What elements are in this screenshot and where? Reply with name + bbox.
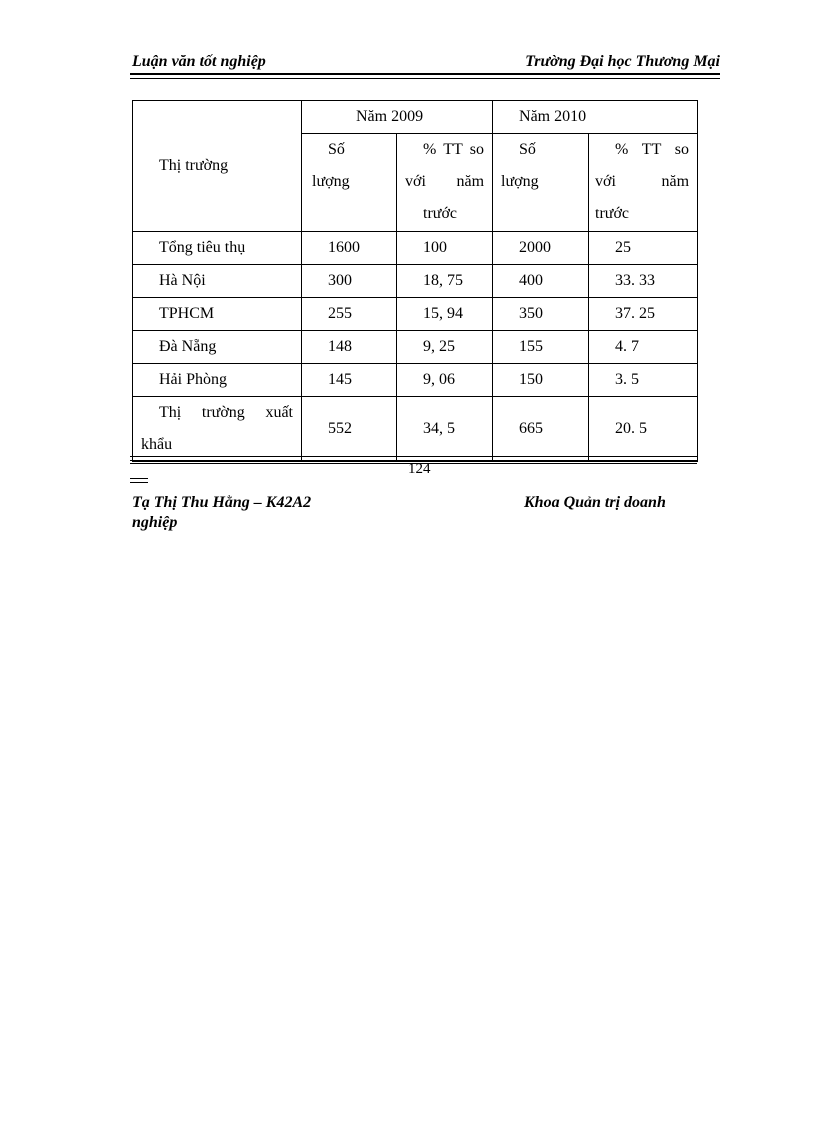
running-footer-wrap: nghiệp: [132, 514, 178, 531]
market-name-cell: TPHCM: [133, 298, 302, 331]
percent-2009-cell: 9, 25: [397, 331, 493, 364]
quantity-2009-cell: 1600: [302, 232, 397, 265]
quantity-2010-cell: 155: [493, 331, 589, 364]
running-footer-left: Tạ Thị Thu Hằng – K42A2: [132, 494, 312, 511]
percent-2010-cell: 25: [589, 232, 698, 265]
market-consumption-table: [132, 100, 698, 462]
running-header-left: Luận văn tốt nghiệp: [132, 53, 266, 70]
table-row: [133, 331, 698, 364]
percent-2010-cell: 4. 7: [589, 331, 698, 364]
running-header-right: Trường Đại học Thương Mại: [525, 53, 720, 70]
percent-growth-2010-header: % TT so với năm trước: [589, 134, 698, 232]
percent-2009-cell: 100: [397, 232, 493, 265]
quantity-2010-cell: 665: [493, 397, 589, 462]
table-row: [133, 232, 698, 265]
table-row: [133, 298, 698, 331]
percent-2009-cell: 34, 5: [397, 397, 493, 462]
table-row: [133, 397, 698, 462]
percent-2010-cell: 3. 5: [589, 364, 698, 397]
quantity-2010-cell: 150: [493, 364, 589, 397]
year-2010-header: Năm 2010: [493, 101, 698, 134]
quantity-2010-cell: 400: [493, 265, 589, 298]
table-row: [133, 265, 698, 298]
percent-growth-2009-header: % TT so với năm trước: [397, 134, 493, 232]
quantity-2009-header: Số lượng: [302, 134, 397, 232]
quantity-2010-cell: 350: [493, 298, 589, 331]
percent-2009-cell: 9, 06: [397, 364, 493, 397]
quantity-2009-cell: 255: [302, 298, 397, 331]
market-name-cell: Đà Nẵng: [133, 331, 302, 364]
running-footer-right: Khoa Quản trị doanh: [524, 494, 666, 511]
market-name-cell: Hải Phòng: [133, 364, 302, 397]
percent-2010-cell: 37. 25: [589, 298, 698, 331]
percent-2009-cell: 15, 94: [397, 298, 493, 331]
percent-2009-cell: 18, 75: [397, 265, 493, 298]
percent-2010-cell: 20. 5: [589, 397, 698, 462]
quantity-2009-cell: 552: [302, 397, 397, 462]
year-2009-header: Năm 2009: [302, 101, 493, 134]
market-name-cell: Tổng tiêu thụ: [133, 232, 302, 265]
market-column-header: Thị trường: [133, 101, 302, 232]
quantity-2010-cell: 2000: [493, 232, 589, 265]
table-header-row-years: [133, 101, 698, 134]
quantity-2010-header: Số lượng: [493, 134, 589, 232]
market-name-cell: Thị trường xuất khẩu: [133, 397, 302, 462]
quantity-2009-cell: 300: [302, 265, 397, 298]
market-name-cell: Hà Nội: [133, 265, 302, 298]
page-number: 124: [408, 461, 431, 477]
quantity-2009-cell: 145: [302, 364, 397, 397]
footnote-rule: [130, 478, 148, 483]
percent-2010-cell: 33. 33: [589, 265, 698, 298]
quantity-2009-cell: 148: [302, 331, 397, 364]
table-row: [133, 364, 698, 397]
header-rule: [130, 73, 720, 79]
